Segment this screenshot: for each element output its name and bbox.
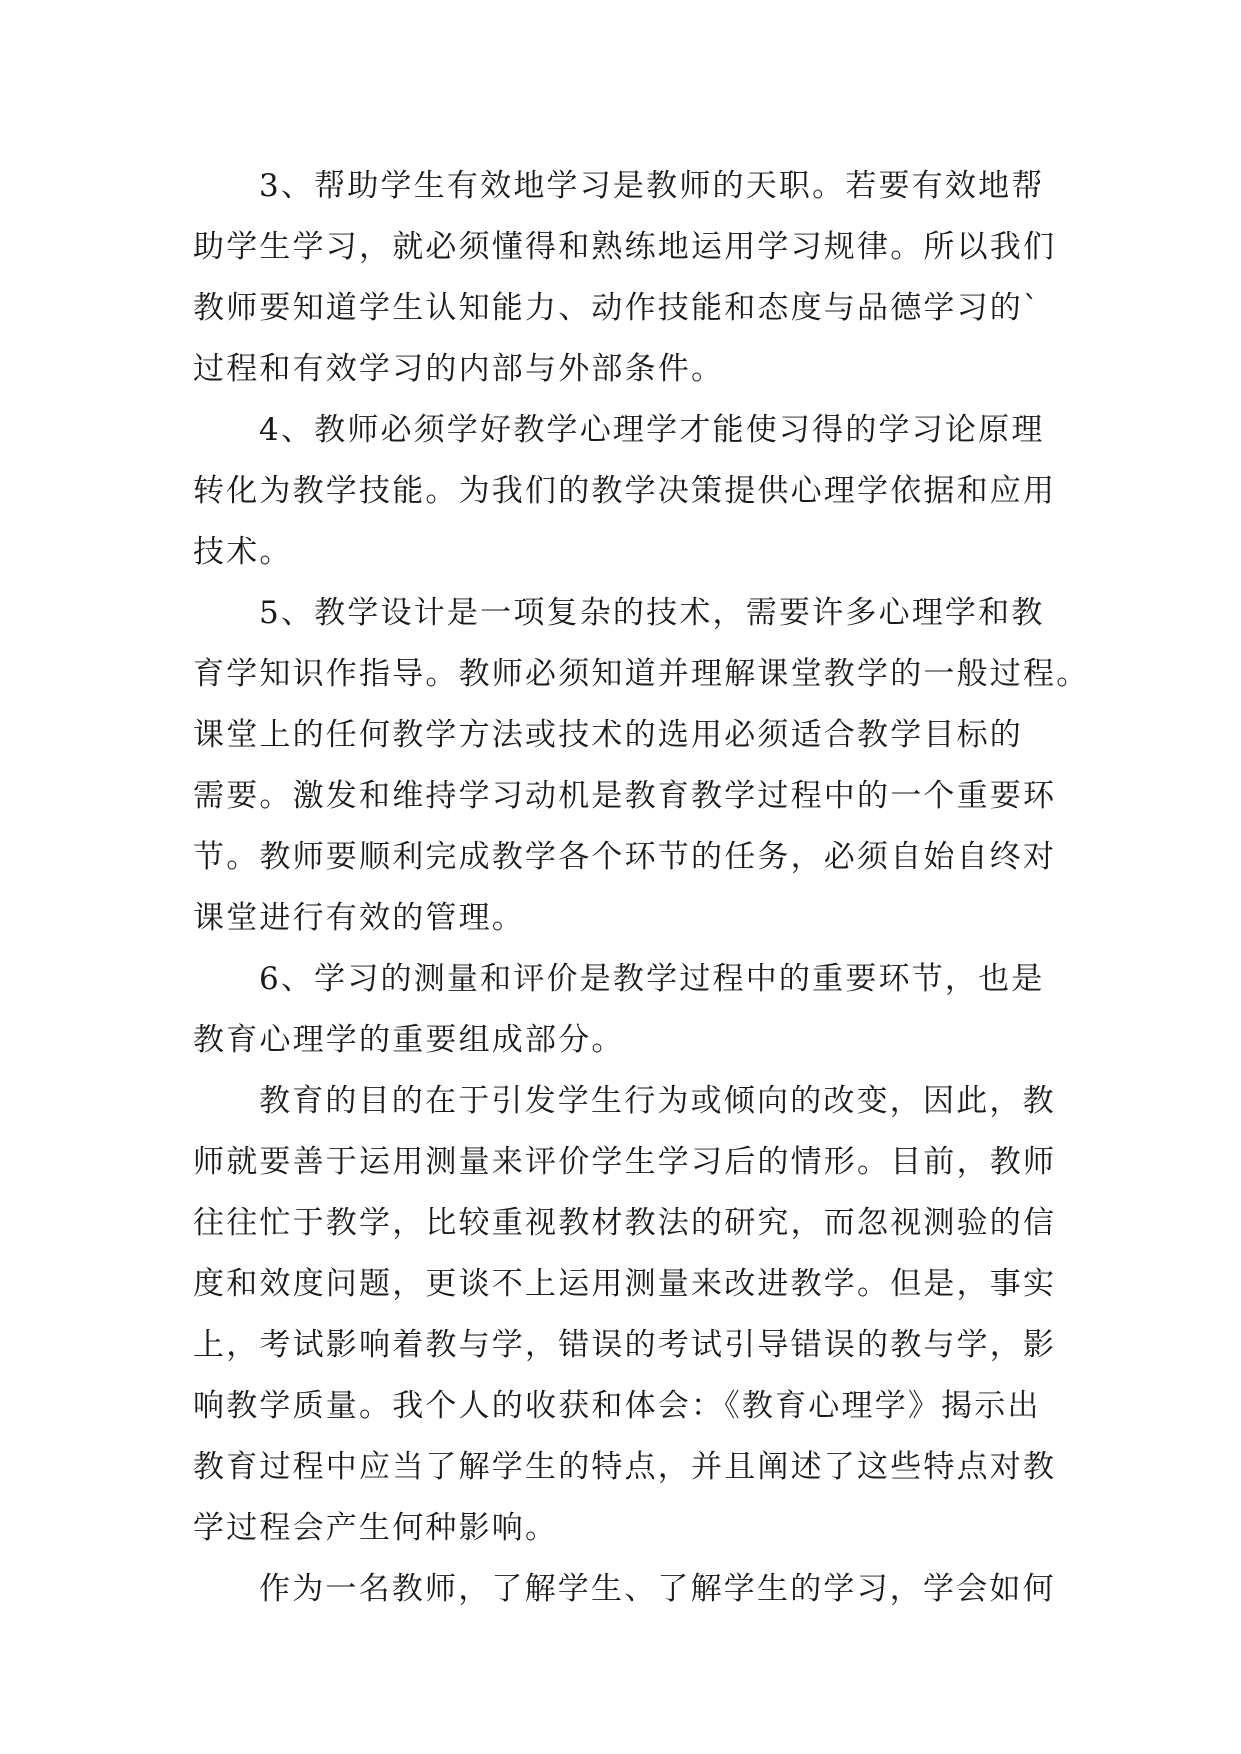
text-line: 度和效度问题，更谈不上运用测量来改进教学。但是，事实 xyxy=(193,1266,1057,1302)
text-line: 师就要善于运用测量来评价学生学习后的情形。目前，教师 xyxy=(193,1144,1057,1180)
paragraph-5 xyxy=(193,583,1090,949)
paragraph-3 xyxy=(193,156,1057,400)
paragraph-4 xyxy=(193,400,1057,583)
text-line: 教育的目的在于引发学生行为或倾向的改变，因此，教 xyxy=(259,1083,1056,1119)
text-line: 6、学习的测量和评价是教学过程中的重要环节，也是 xyxy=(259,961,1045,997)
text-line: 响教学质量。我个人的收获和体会：《教育心理学》揭示出 xyxy=(193,1388,1041,1424)
text-line: 5、教学设计是一项复杂的技术，需要许多心理学和教 xyxy=(259,595,1045,631)
text-line: 转化为教学技能。为我们的教学决策提供心理学依据和应用 xyxy=(193,473,1057,509)
text-line: 作为一名教师，了解学生、了解学生的学习，学会如何 xyxy=(259,1571,1056,1607)
paragraph-as-a-teacher xyxy=(193,1559,1056,1620)
paragraph-education-purpose xyxy=(193,1071,1057,1559)
text-line: 往往忙于教学，比较重视教材教法的研究，而忽视测验的信 xyxy=(193,1205,1057,1241)
text-line: 教育心理学的重要组成部分。 xyxy=(193,1022,625,1058)
paragraph-6 xyxy=(193,949,1053,1071)
text-line: 技术。 xyxy=(193,534,293,570)
text-line: 3、帮助学生有效地学习是教师的天职。若要有效地帮 xyxy=(259,168,1045,204)
text-line: 教师要知道学生认知能力、动作技能和态度与品德学习的` xyxy=(193,290,1041,326)
document-body xyxy=(193,156,1090,1620)
text-line: 需要。激发和维持学习动机是教育教学过程中的一个重要环 xyxy=(193,778,1057,814)
text-line: 上，考试影响着教与学，错误的考试引导错误的教与学，影 xyxy=(193,1327,1057,1363)
text-line: 育学知识作指导。教师必须知道并理解课堂教学的一般过程。 xyxy=(193,656,1090,692)
text-line: 节。教师要顺利完成教学各个环节的任务，必须自始自终对 xyxy=(193,839,1057,875)
text-line: 教育过程中应当了解学生的特点，并且阐述了这些特点对教 xyxy=(193,1449,1057,1485)
text-line: 助学生学习，就必须懂得和熟练地运用学习规律。所以我们 xyxy=(193,229,1057,265)
text-line: 过程和有效学习的内部与外部条件。 xyxy=(193,351,725,387)
text-line: 4、教师必须学好教学心理学才能使习得的学习论原理 xyxy=(259,412,1045,448)
text-line: 课堂上的任何教学方法或技术的选用必须适合教学目标的 xyxy=(193,717,1023,753)
text-line: 学过程会产生何种影响。 xyxy=(193,1510,559,1546)
text-line: 课堂进行有效的管理。 xyxy=(193,900,525,936)
